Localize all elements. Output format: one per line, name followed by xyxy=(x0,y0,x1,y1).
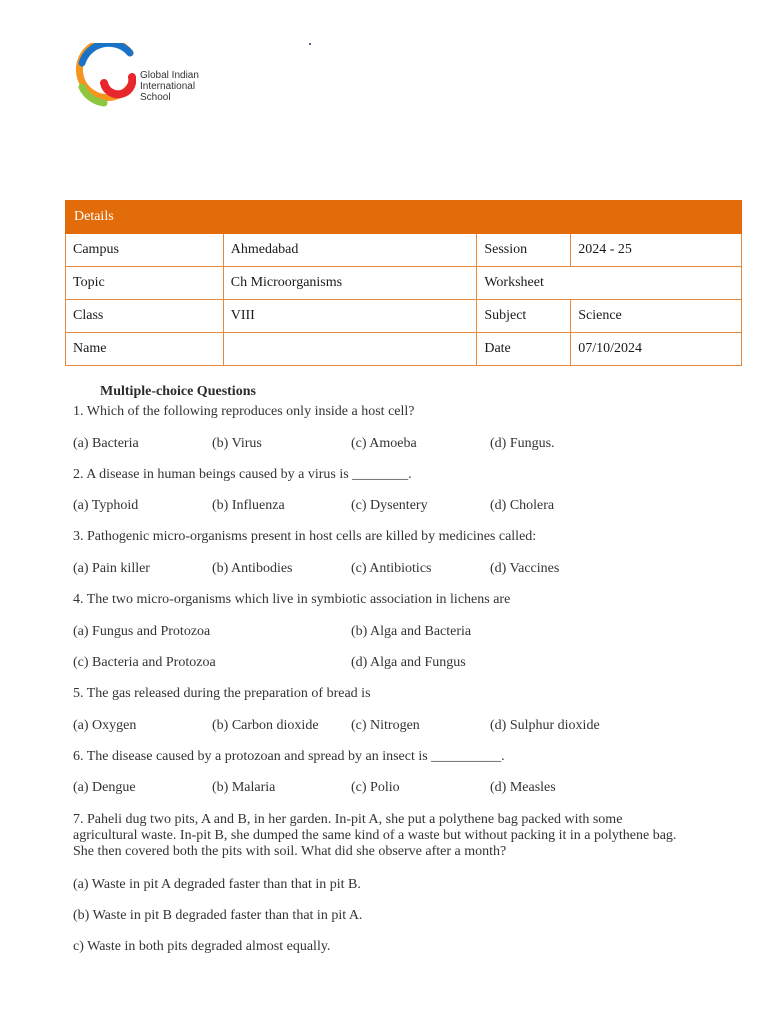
question-3: 3. Pathogenic micro-organisms present in host cells are killed by medicines called: xyxy=(73,529,537,544)
school-logo xyxy=(74,43,214,107)
value-subject: Science xyxy=(571,300,742,333)
label-date: Date xyxy=(477,333,571,366)
table-row xyxy=(66,300,742,333)
q2-option-b: (b) Influenza xyxy=(212,498,285,513)
value-session: 2024 - 25 xyxy=(571,234,742,267)
details-table xyxy=(65,200,742,366)
q6-option-c: (c) Polio xyxy=(351,780,400,795)
question-6: 6. The disease caused by a protozoan and spread by an insect is __________. xyxy=(73,749,505,764)
q7-option-b: (b) Waste in pit B degraded faster than that in pit A. xyxy=(73,908,363,923)
q1-option-d: (d) Fungus. xyxy=(490,436,555,451)
q5-option-c: (c) Nitrogen xyxy=(351,718,420,733)
school-name-line3: School xyxy=(140,92,171,103)
school-name xyxy=(140,70,199,103)
details-header: Details xyxy=(66,201,742,234)
q2-option-a: (a) Typhoid xyxy=(73,498,139,513)
q4-option-c: (c) Bacteria and Protozoa xyxy=(73,655,216,670)
q6-option-a: (a) Dengue xyxy=(73,780,136,795)
table-row xyxy=(66,333,742,366)
q3-option-d: (d) Vaccines xyxy=(490,561,560,576)
question-2: 2. A disease in human beings caused by a virus is ________. xyxy=(73,467,412,482)
value-topic: Ch Microorganisms xyxy=(223,267,477,300)
q2-option-d: (d) Cholera xyxy=(490,498,555,513)
q5-option-d: (d) Sulphur dioxide xyxy=(490,718,600,733)
q6-option-b: (b) Malaria xyxy=(212,780,276,795)
q7-option-a: (a) Waste in pit A degraded faster than that in pit B. xyxy=(73,877,361,892)
section-title: Multiple-choice Questions xyxy=(100,384,256,399)
q1-option-c: (c) Amoeba xyxy=(351,436,417,451)
q1-option-b: (b) Virus xyxy=(212,436,262,451)
label-worksheet: Worksheet xyxy=(477,267,742,300)
q7-option-c: c) Waste in both pits degraded almost equally. xyxy=(73,939,331,954)
question-4: 4. The two micro-organisms which live in symbiotic association in lichens are xyxy=(73,592,511,607)
label-topic: Topic xyxy=(66,267,224,300)
q3-option-b: (b) Antibodies xyxy=(212,561,293,576)
label-subject: Subject xyxy=(477,300,571,333)
q2-option-c: (c) Dysentery xyxy=(351,498,428,513)
table-row xyxy=(66,234,742,267)
q1-option-a: (a) Bacteria xyxy=(73,436,139,451)
label-session: Session xyxy=(477,234,571,267)
label-campus: Campus xyxy=(66,234,224,267)
value-campus: Ahmedabad xyxy=(223,234,477,267)
q4-option-d: (d) Alga and Fungus xyxy=(351,655,466,670)
value-name[interactable] xyxy=(223,333,477,366)
q4-option-a: (a) Fungus and Protozoa xyxy=(73,624,211,639)
value-date: 07/10/2024 xyxy=(571,333,742,366)
school-logo-mark-icon xyxy=(74,43,136,107)
question-5: 5. The gas released during the preparation of bread is xyxy=(73,686,371,701)
question-1: 1. Which of the following reproduces only inside a host cell? xyxy=(73,404,415,419)
q3-option-c: (c) Antibiotics xyxy=(351,561,432,576)
label-name: Name xyxy=(66,333,224,366)
q5-option-a: (a) Oxygen xyxy=(73,718,137,733)
table-row xyxy=(66,267,742,300)
label-class: Class xyxy=(66,300,224,333)
q6-option-d: (d) Measles xyxy=(490,780,556,795)
school-name-line2: International xyxy=(140,81,196,92)
school-name-line1: Global Indian xyxy=(140,70,199,81)
q5-option-b: (b) Carbon dioxide xyxy=(212,718,319,733)
q3-option-a: (a) Pain killer xyxy=(73,561,150,576)
value-class: VIII xyxy=(223,300,477,333)
question-7: 7. Paheli dug two pits, A and B, in her garden. In-pit A, she put a polythene bag packed with some agricultural waste. In-pit B, she dumped the same kind of a waste but without packing it in a polythene bag. She then covered both the pits with soil. What did she observe after a month? xyxy=(73,812,677,859)
q4-option-b: (b) Alga and Bacteria xyxy=(351,624,472,639)
stray-dot xyxy=(309,43,311,45)
